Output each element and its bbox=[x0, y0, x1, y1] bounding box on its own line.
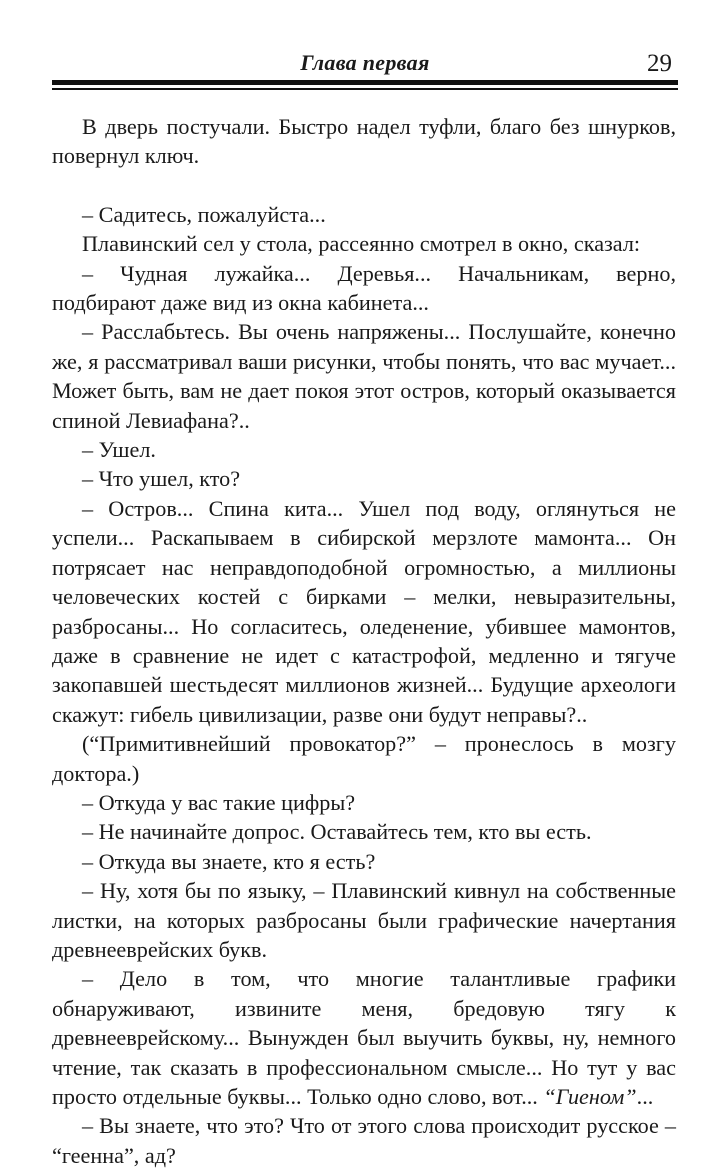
paragraph: – Откуда у вас такие цифры? bbox=[82, 789, 356, 815]
paragraph: – Не начинайте допрос. Оставайтесь тем, кто вы есть. bbox=[82, 819, 592, 845]
body-text bbox=[52, 112, 676, 1170]
running-header bbox=[52, 44, 678, 80]
paragraph: – Что ушел, кто? bbox=[82, 466, 241, 492]
paragraph: – Остров... Спина кита... Ушел под воду, оглянуться не успели... Раскапываем в сибирской мерзлоте мамонта... Он потрясает нас неправдоподобной огромностью, а миллионы человеческих костей с бирками – мелки, невыразительны, разбросаны... Но согласитесь, оледенение, убившее мамонтов, даже в сравнение не идет с катастрофой, медленно и тягуче закопавшей шестьдесят миллионов жизней... Будущие археологи скажут: гибель цивилизации, разве они будут неправы?.. bbox=[52, 495, 676, 727]
italic-word: “Гиеном” bbox=[543, 1084, 637, 1109]
paragraph: – Расслабьтесь. Вы очень напряжены... Послушайте, конечно же, я рассматривал ваши рисунки, чтобы понять, что вас мучает... Может быть, вам не дает покоя этот остров, который оказывается спиной Левиафана?.. bbox=[52, 319, 676, 433]
trailing-ellipsis: ... bbox=[636, 1084, 654, 1109]
paragraph: В дверь постучали. Быстро надел туфли, благо без шнурков, повернул ключ. bbox=[52, 114, 676, 169]
paragraph: (“Примитивнейший провокатор?” – пронеслось в мозгу доктора.) bbox=[52, 731, 676, 786]
paragraph: – Откуда вы знаете, кто я есть? bbox=[82, 848, 376, 874]
paragraph: – Чудная лужайка... Деревья... Начальникам, верно, подбирают даже вид из окна кабинета... bbox=[52, 260, 676, 316]
paragraph-text: – Дело в том, что многие талантливые графики обнаруживают, извините меня, бредовую тягу к древнееврейскому... Вынужден был выучить буквы, ну, немного чтение, так сказать в профессиональном смысле... Но тут у вас просто отдельные буквы... Только одно слово, вот... bbox=[52, 966, 676, 1109]
chapter-title: Глава первая bbox=[300, 50, 430, 75]
header-rule-thin bbox=[52, 88, 678, 90]
paragraph: – Садитесь, пожалуйста... bbox=[82, 201, 326, 227]
paragraph: – Ну, хотя бы по языку, – Плавинский кивнул на собственные листки, на которых разбросаны были графические начертания древнееврейских букв. bbox=[52, 878, 676, 962]
paragraph: – Вы знаете, что это? Что от этого слова происходит русское – “геенна”, ад? bbox=[52, 1113, 676, 1168]
page-number: 29 bbox=[647, 50, 672, 77]
paragraph: Плавинский сел у стола, рассеянно смотрел в окно, сказал: bbox=[82, 231, 641, 257]
paragraph bbox=[52, 964, 676, 1111]
paragraph: – Ушел. bbox=[82, 437, 156, 463]
header-rule-thick bbox=[52, 80, 678, 85]
paragraph-gap bbox=[52, 171, 676, 200]
